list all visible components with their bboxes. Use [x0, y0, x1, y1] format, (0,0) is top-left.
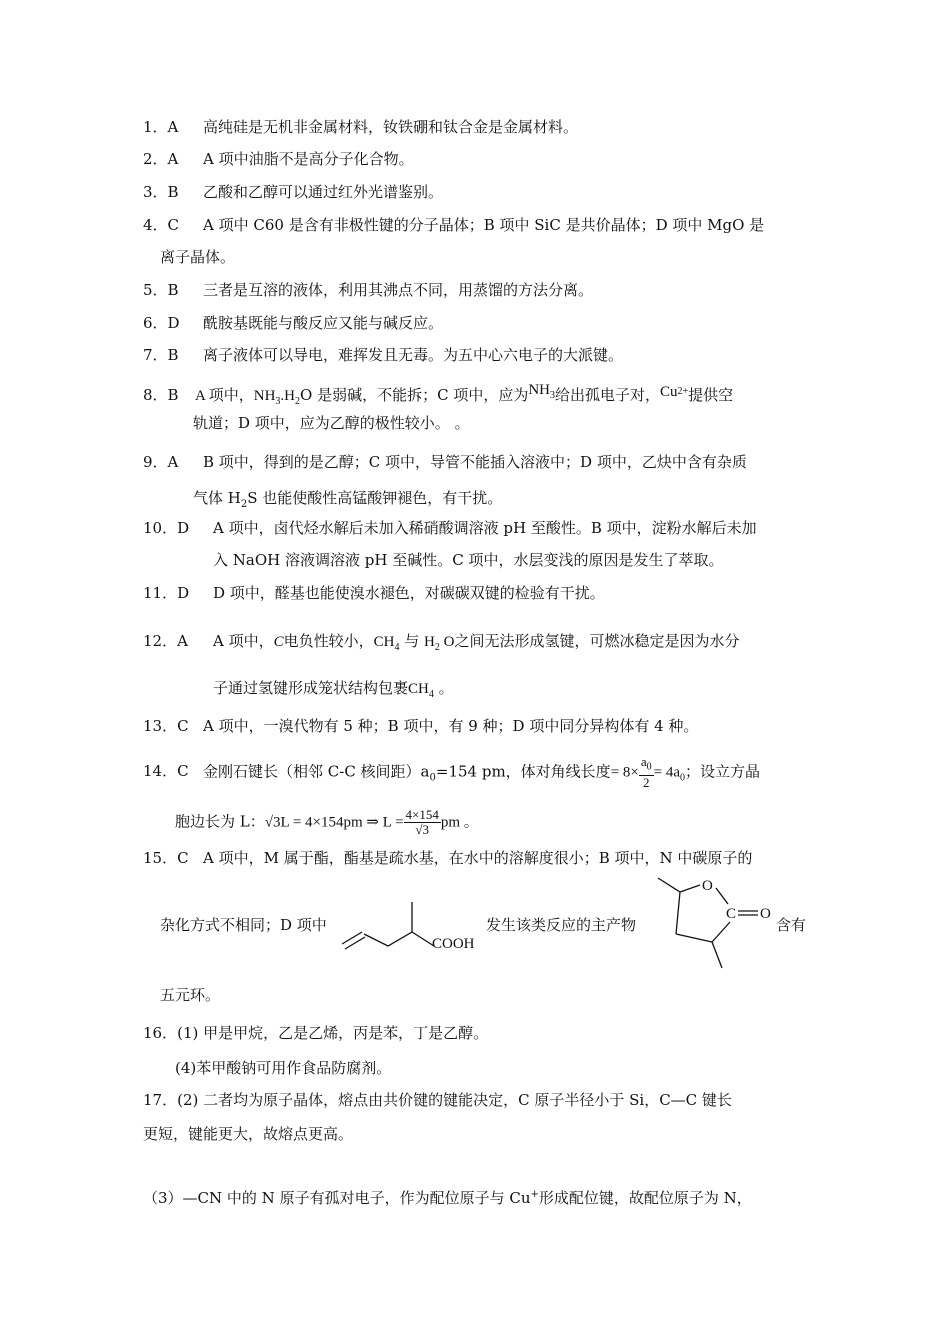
answer-4-line2	[160, 247, 235, 267]
subscript: 2	[240, 499, 248, 510]
answer-text: 入 NaOH 溶液调溶液 pH 至碱性。C 项中，水层变浅的原因是发生了萃取。	[213, 551, 724, 569]
answer-3	[143, 182, 443, 202]
answer-number: 5．B	[143, 281, 179, 299]
superscript: 2+	[677, 386, 689, 397]
fraction	[404, 808, 441, 837]
answer-text: 。	[433, 679, 454, 697]
answer-number: 11．D	[143, 584, 190, 602]
fraction	[639, 755, 654, 790]
numerator: a	[640, 754, 647, 769]
answer-text: 高纯硅是无机非金属材料，钕铁硼和钛合金是金属材料。	[203, 118, 579, 136]
pentenoic-acid-structure	[336, 890, 486, 956]
answer-text: 含有	[776, 916, 807, 934]
answer-text: O 是弱碱，不能拆；C 项中，应为	[300, 386, 529, 404]
answer-text: 三者是互溶的液体，利用其沸点不同，用蒸馏的方法分离。	[203, 281, 594, 299]
answer-text: A 项中 C60 是含有非极性键的分子晶体；B 项中 SiC 是共价晶体；D 项中 MgO 是	[203, 216, 765, 234]
answer-12	[143, 631, 739, 658]
answer-text: A 项中，NH	[195, 388, 276, 404]
answer-text: 气体 H	[193, 489, 241, 507]
answer-text: A 项中，卤代烃水解后未加入稀硝酸调溶液 pH 至酸性。B 项中，淀粉水解后未加	[213, 519, 757, 537]
subscript: 0	[429, 772, 436, 784]
answer-number: 8．B	[143, 386, 179, 404]
answer-text: 提供空	[688, 386, 734, 404]
subscript: 2	[434, 642, 440, 653]
answer-15	[143, 848, 752, 868]
denominator: 2	[643, 774, 650, 790]
answer-12-line2	[213, 678, 454, 705]
answer-text: 离子液体可以导电，难挥发且无毒。为五中心六电子的大派键。	[203, 346, 624, 364]
subscript: 3	[275, 396, 281, 407]
formula: √3L = 4×154pm ⇒ L =	[264, 814, 404, 831]
answer-number: 3．B	[143, 183, 179, 201]
answer-2	[143, 149, 414, 169]
answer-text: (4)苯甲酸钠可用作食品防腐剂。	[175, 1059, 392, 1077]
answer-text: A 项中，	[213, 632, 274, 650]
answer-17-part3	[143, 1185, 752, 1208]
formula: O	[439, 634, 455, 650]
answer-number: 7．B	[143, 346, 179, 364]
subscript: 4	[428, 689, 434, 700]
answer-text: 电负性较小，	[283, 632, 374, 650]
cooh-label: COOH	[432, 936, 475, 952]
answer-text: 之间无法形成氢键，可燃冰稳定是因为水分	[454, 632, 740, 650]
answer-number: 9．A	[143, 453, 179, 471]
answer-17	[143, 1090, 732, 1110]
formula: C	[273, 634, 284, 650]
answer-11	[143, 583, 605, 603]
answer-4	[143, 215, 764, 235]
answer-14	[143, 755, 760, 790]
formula: Cu	[660, 384, 678, 400]
answer-15-line2b	[486, 915, 636, 935]
answer-number: 1．A	[143, 118, 179, 136]
answer-text: 形成配位键，故配位原子为 N，	[538, 1189, 752, 1207]
answer-text: A 项中，一溴代物有 5 种；B 项中，有 9 种；D 项中同分异构体有 4 种。	[203, 717, 699, 735]
denominator: √3	[415, 822, 430, 837]
answer-text: 更短，键能更大，故熔点更高。	[143, 1125, 354, 1143]
answer-text: 子通过氢键形成笼状结构包裹	[213, 679, 409, 697]
answer-text: =154 pm，体对角线长度	[435, 762, 611, 781]
formula: pm 。	[440, 814, 479, 831]
answer-15-line3	[160, 985, 220, 1005]
answer-16	[143, 1023, 488, 1043]
answer-15-line2c	[776, 915, 806, 935]
answer-text: 离子晶体。	[160, 248, 236, 266]
carbonyl-carbon-label: C	[726, 906, 737, 922]
subscript: 4	[394, 642, 400, 653]
answer-text: A 项中油脂不是高分子化合物。	[203, 150, 414, 168]
answer-text: 17．(2) 二者均为原子晶体，熔点由共价键的键能决定，C 原子半径小于 Si，C—C 键长	[143, 1091, 732, 1109]
answer-text: ；设立方晶	[685, 762, 761, 781]
answer-8	[143, 382, 733, 412]
subscript: 3	[550, 390, 555, 401]
formula: = 4a	[653, 764, 681, 781]
answer-text: S 也能使酸性高锰酸钾褪色，有干扰。	[247, 489, 503, 507]
answer-9-line2	[193, 488, 502, 515]
answer-text: 给出孤电子对，	[555, 386, 661, 404]
answer-text: 发生该类反应的主产物	[486, 916, 637, 934]
answer-8-line2	[193, 413, 470, 433]
subscript: 0	[680, 772, 686, 784]
answer-text: D 项中，醛基也能使溴水褪色，对碳碳双键的检验有干扰。	[213, 584, 605, 602]
answer-16-line2	[175, 1058, 391, 1078]
subscript: 0	[646, 761, 652, 773]
answer-number: 13．C	[143, 717, 189, 735]
answer-17-line2	[143, 1124, 353, 1144]
answer-10-line2	[213, 550, 723, 570]
answer-text: 金刚石键长（相邻 C-C 核间距）a	[203, 762, 430, 781]
answer-text: 胞边长为 L：	[175, 812, 265, 831]
ring-oxygen-label: O	[702, 878, 713, 894]
answer-text: 轨道；D 项中，应为乙醇的极性较小。 。	[193, 414, 470, 432]
answer-14-line2	[175, 808, 479, 837]
formula: H	[424, 634, 435, 650]
answer-number: 14．C	[143, 762, 189, 781]
answer-text: .H	[280, 388, 296, 404]
answer-text: 与	[399, 632, 425, 650]
answer-text: 乙酸和乙醇可以通过红外光谱鉴别。	[203, 183, 444, 201]
answer-6	[143, 313, 443, 333]
answer-number: 4．C	[143, 216, 180, 234]
answer-9	[143, 452, 747, 472]
numerator: 4×154	[405, 807, 439, 822]
formula: NH	[528, 382, 550, 398]
answer-13	[143, 716, 698, 736]
subscript: 2	[295, 396, 301, 407]
answer-10	[143, 518, 757, 538]
answer-number: 12．A	[143, 632, 188, 650]
formula: CH	[408, 681, 429, 697]
answer-number: 10．D	[143, 519, 190, 537]
answer-5	[143, 280, 593, 300]
answer-text: 16．(1) 甲是甲烷，乙是乙烯，丙是苯，丁是乙醇。	[143, 1024, 489, 1042]
formula: CH	[373, 634, 395, 650]
answer-7	[143, 345, 623, 365]
answer-number: 15．C	[143, 849, 189, 867]
answer-15-line2a	[160, 915, 327, 935]
carbonyl-oxygen-label: O	[760, 906, 771, 922]
lactone-structure	[652, 870, 777, 972]
formula: = 8×	[610, 764, 639, 781]
answer-text: B 项中，得到的是乙醇；C 项中，导管不能插入溶液中；D 项中，乙炔中含有杂质	[203, 453, 747, 471]
answer-1	[143, 117, 578, 137]
answer-text: A 项中，M 属于酯，酯基是疏水基，在水中的溶解度很小；B 项中，N 中碳原子的	[203, 849, 753, 867]
answer-text: 酰胺基既能与酸反应又能与碱反应。	[203, 314, 444, 332]
answer-text: 杂化方式不相同；D 项中	[160, 916, 327, 934]
answer-number: 2．A	[143, 150, 179, 168]
answer-number: 6．D	[143, 314, 180, 332]
answer-text: 五元环。	[160, 986, 221, 1004]
superscript: +	[530, 1189, 539, 1200]
answer-text: （3）—CN 中的 N 原子有孤对电子，作为配位原子与 Cu	[143, 1189, 531, 1207]
